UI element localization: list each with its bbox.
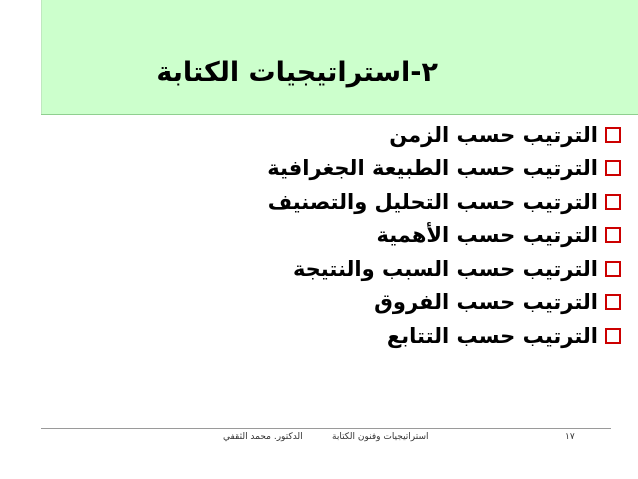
bullet-item-geography bbox=[267, 153, 621, 184]
checkbox-icon bbox=[605, 127, 621, 143]
footer-divider bbox=[41, 428, 611, 429]
bullet-text: الترتيب حسب الأهمية bbox=[376, 223, 598, 247]
bullet-text: الترتيب حسب التتابع bbox=[386, 323, 598, 348]
bullet-item-importance bbox=[267, 220, 621, 251]
bullet-item-time bbox=[267, 119, 621, 150]
bullet-text: الترتيب حسب التحليل والتصنيف bbox=[267, 189, 598, 214]
checkbox-icon bbox=[605, 328, 621, 344]
checkbox-icon bbox=[605, 194, 621, 210]
slide-title: ٢-استراتيجيات الكتابة bbox=[156, 57, 438, 88]
bullet-item-sequence bbox=[267, 320, 621, 351]
footer-author: الدكتور. محمد الثقفي bbox=[223, 432, 303, 442]
bullet-text: الترتيب حسب الطبيعة الجغرافية bbox=[267, 156, 598, 180]
bullet-list bbox=[267, 119, 621, 354]
checkbox-icon bbox=[605, 227, 621, 243]
checkbox-icon bbox=[605, 261, 621, 277]
title-band-bottom-rule bbox=[41, 114, 638, 115]
bullet-item-cause-effect bbox=[267, 253, 621, 284]
bullet-text: الترتيب حسب الفروق bbox=[374, 290, 598, 314]
checkbox-icon bbox=[605, 160, 621, 176]
page-number: ١٧ bbox=[565, 432, 575, 442]
bullet-item-differences bbox=[267, 287, 621, 318]
footer-course-title: استراتيجيات وفنون الكتابة bbox=[332, 432, 429, 442]
title-band-left-rule bbox=[41, 0, 42, 115]
checkbox-icon bbox=[605, 294, 621, 310]
bullet-text: الترتيب حسب الزمن bbox=[389, 122, 598, 147]
bullet-item-analysis bbox=[267, 186, 621, 217]
bullet-text: الترتيب حسب السبب والنتيجة bbox=[292, 256, 598, 281]
